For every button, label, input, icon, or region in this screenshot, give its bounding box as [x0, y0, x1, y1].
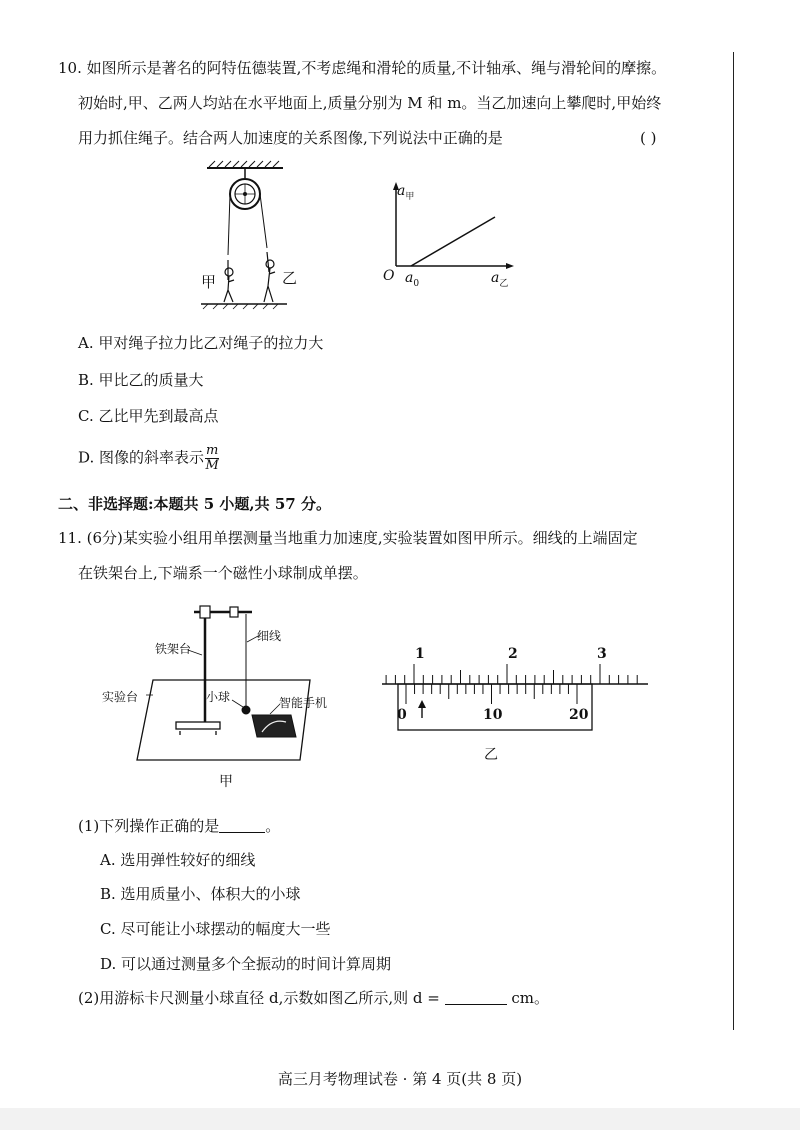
ball-icon — [242, 706, 250, 714]
label-bench: 实验台 — [102, 690, 139, 704]
vernier-label-0: 0 — [397, 707, 407, 723]
label-phone: 智能手机 — [279, 696, 328, 710]
q10-option-d: D. 图像的斜率表示 $\frac{m}{M}$ — [78, 443, 219, 473]
vernier-label-20: 20 — [569, 707, 589, 723]
graph-y-label: $a_甲$ — [397, 183, 415, 202]
phone-icon — [252, 715, 296, 737]
person-jia-icon — [224, 260, 234, 302]
vernier-scale-ticks — [406, 684, 577, 704]
margin-rule — [733, 52, 734, 1030]
q11-sub2: (2)用游标卡尺测量小球直径 d,示数如图乙所示,则 d = cm。 — [78, 989, 550, 1007]
q10-line2: 初始时,甲、乙两人均站在水平地面上,质量分别为 M 和 m。当乙加速向上攀爬时,甲始终 — [78, 94, 662, 112]
label-ball: 小球 — [206, 690, 231, 704]
vernier-label-10: 10 — [483, 707, 503, 723]
q11-option-c: C. 尽可能让小球摆动的幅度大一些 — [100, 920, 331, 938]
person-yi-icon — [264, 252, 275, 302]
q10-option-b: B. 甲比乙的质量大 — [78, 371, 204, 389]
section2-title: 二、非选择题:本题共 5 小题,共 57 分。 — [58, 495, 331, 513]
pendulum-apparatus-figure — [110, 600, 340, 770]
main-scale-ticks — [386, 664, 637, 684]
label-thread: 细线 — [257, 629, 282, 643]
caption-jia: 甲 — [219, 774, 233, 790]
graph-x-label: $a_乙$ — [491, 270, 509, 289]
graph-intercept-label: $a_0$ — [405, 270, 420, 289]
pulley-icon — [230, 179, 260, 209]
q11-option-a: A. 选用弹性较好的细线 — [100, 851, 256, 869]
arrow-marker-icon — [418, 700, 426, 718]
main-scale-label-3: 3 — [597, 646, 607, 662]
q11-option-b: B. 选用质量小、体积大的小球 — [100, 885, 301, 903]
q11-option-d: D. 可以通过测量多个全振动的时间计算周期 — [100, 955, 392, 973]
graph-origin-label: O — [383, 268, 395, 284]
q11-sub1: (1)下列操作正确的是 。 — [78, 817, 281, 835]
label-person-jia: 甲 — [201, 273, 217, 291]
label-person-yi: 乙 — [282, 269, 298, 287]
q10-option-c: C. 乙比甲先到最高点 — [78, 407, 219, 425]
q10-line1: 10. 如图所示是著名的阿特伍德装置,不考虑绳和滑轮的质量,不计轴承、绳与滑轮间的摩擦。 — [58, 59, 667, 77]
fraction-m-over-M: $\frac{m}{M}$ — [205, 443, 219, 473]
q10-option-a: A. 甲对绳子拉力比乙对绳子的拉力大 — [78, 334, 324, 352]
page-footer: 高三月考物理试卷 · 第 4 页(共 8 页) — [277, 1070, 523, 1088]
main-scale-label-2: 2 — [508, 646, 518, 662]
q10-line3: 用力抓住绳子。结合两人加速度的关系图像,下列说法中正确的是 — [78, 129, 503, 147]
q10-answer-bracket: ( ) — [640, 129, 657, 147]
bottom-band — [0, 1108, 800, 1130]
answer-blank-1[interactable] — [219, 818, 265, 833]
graph-line — [411, 217, 495, 266]
main-scale-label-1: 1 — [415, 646, 425, 662]
answer-blank-2[interactable] — [445, 990, 507, 1005]
label-stand: 铁架台 — [155, 642, 192, 656]
caption-yi: 乙 — [484, 747, 498, 763]
q11-line2: 在铁架台上,下端系一个磁性小球制成单摆。 — [78, 564, 368, 582]
stand-base — [176, 722, 220, 729]
q11-line1: 11. (6分)某实验小组用单摆测量当地重力加速度,实验装置如图甲所示。细线的上端固定 — [58, 529, 638, 547]
graph-x-arrow — [506, 263, 514, 269]
